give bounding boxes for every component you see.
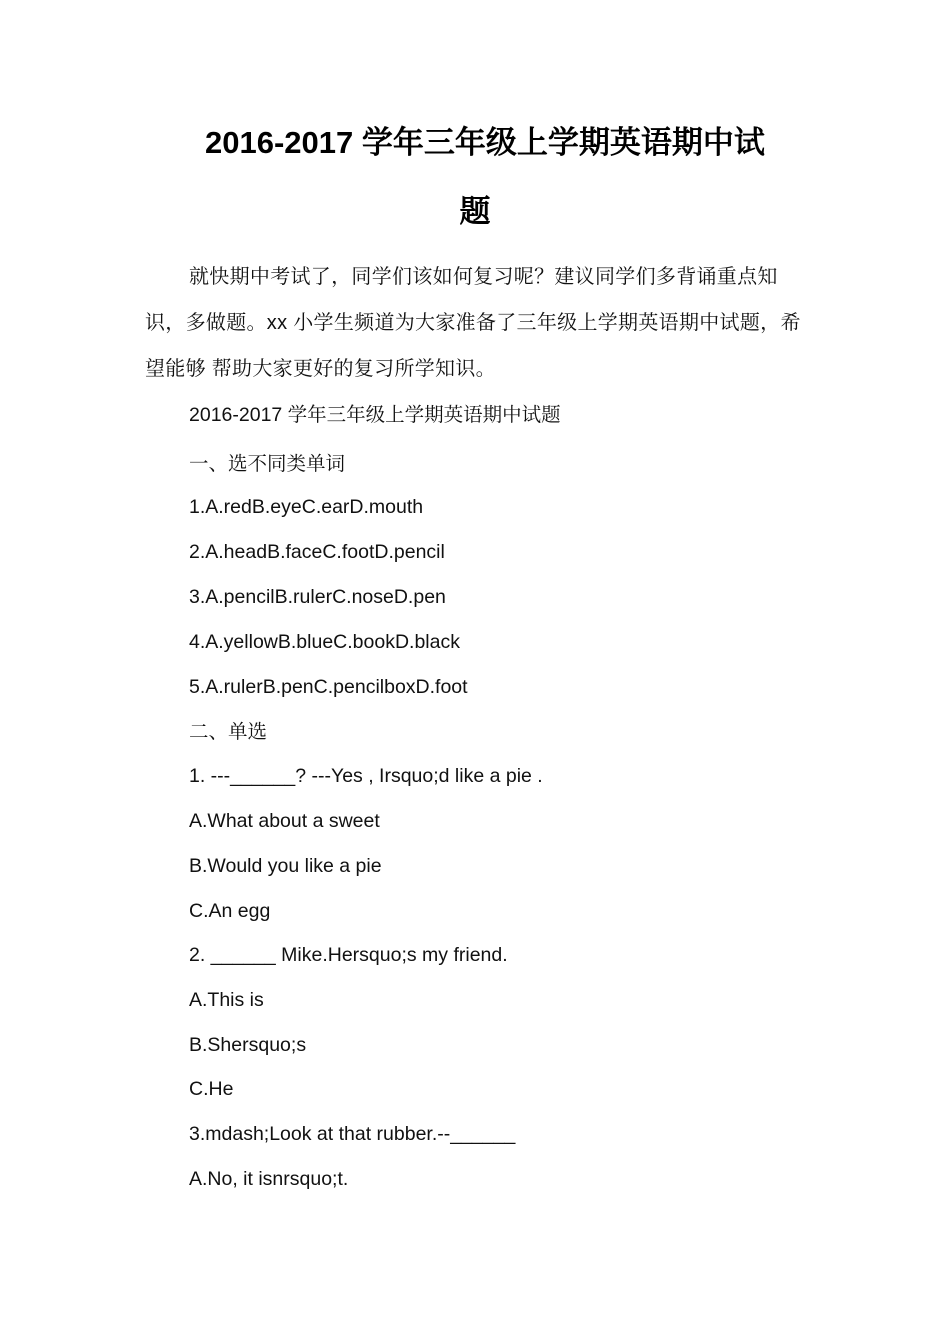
answer-option: B.Shersquo;s xyxy=(189,1034,307,1056)
document-title-line-2: 题 xyxy=(459,194,491,229)
question-line: 2.A.headB.faceC.footD.pencil xyxy=(189,541,445,563)
question-line: 3.mdash;Look at that rubber.--______ xyxy=(189,1123,516,1145)
question-line: 1.A.redB.eyeC.earD.mouth xyxy=(189,496,424,518)
answer-option: C.An egg xyxy=(189,900,271,922)
answer-option: B.Would you like a pie xyxy=(189,855,382,877)
document-title-line-1: 2016-2017 学年三年级上学期英语期中试 xyxy=(205,125,765,160)
section-heading: 2016-2017 学年三年级上学期英语期中试题 xyxy=(189,404,561,426)
question-line: 2. ______ Mike.Hersquo;s my friend. xyxy=(189,944,508,966)
answer-option: A.No, it isnrsquo;t. xyxy=(189,1168,349,1190)
section-heading: 二、单选 xyxy=(189,721,268,743)
answer-option: A.What about a sweet xyxy=(189,810,380,832)
question-line: 5.A.rulerB.penC.pencilboxD.foot xyxy=(189,676,468,698)
section-heading: 一、选不同类单词 xyxy=(189,453,346,475)
answer-option: A.This is xyxy=(189,989,264,1011)
intro-paragraph: 就快期中考试了，同学们该如何复习呢？建议同学们多背诵重点知识，多做题。xx 小学生频道为大家准备了三年级上学期英语期中试题，希望能够 帮助大家更好的复习所学知识。 xyxy=(145,266,801,380)
answer-option: C.He xyxy=(189,1078,234,1100)
question-line: 3.A.pencilB.rulerC.noseD.pen xyxy=(189,586,446,608)
question-line: 4.A.yellowB.blueC.bookD.black xyxy=(189,631,460,653)
question-line: 1. ---______? ---Yes , Irsquo;d like a pie . xyxy=(189,765,543,787)
